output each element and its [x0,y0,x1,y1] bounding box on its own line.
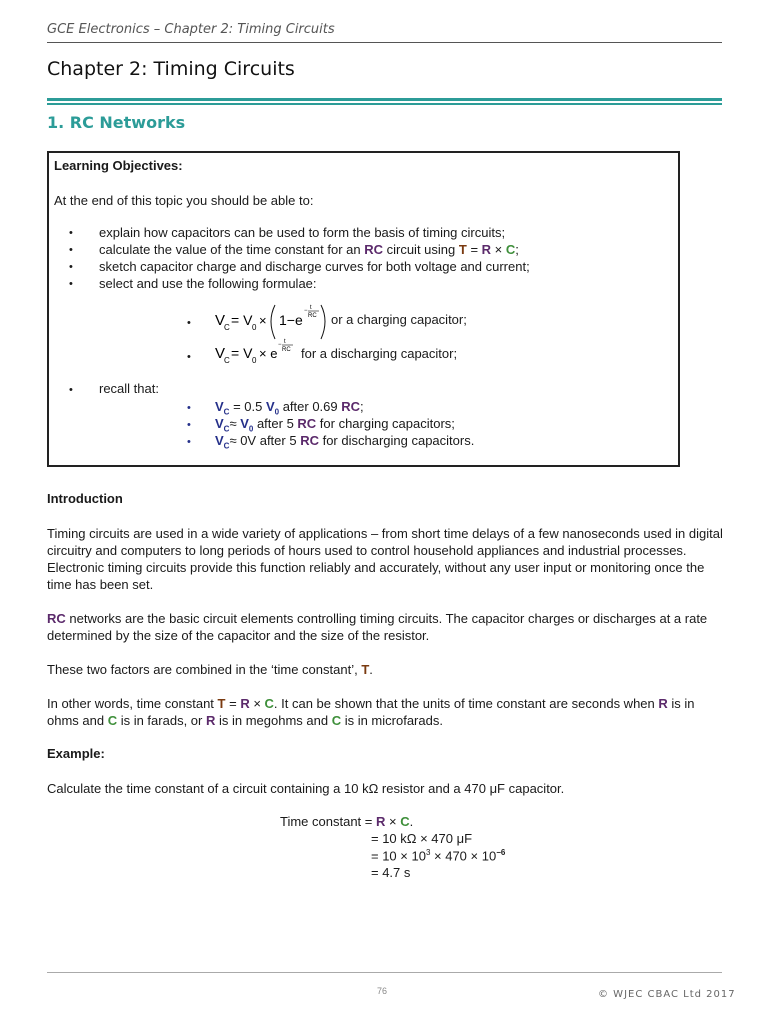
footer-rule [47,972,722,973]
svg-text:RC: RC [282,347,291,353]
objective-item: explain how capacitors can be used to form the basis of timing circuits; [99,225,506,240]
example-line-1: Time constant = R × C. [280,814,414,829]
svg-text:= V: = V [231,345,253,361]
recall-item: $V_C = 0.5$ $V_0$ after 0.69 RC; [215,399,364,417]
objective-item: calculate the value of the time constant for an RC circuit using T = R × C; [99,242,519,257]
bullet: • [187,419,191,431]
introduction-heading: Introduction [47,491,123,506]
formula-caption: or a charging capacitor; [331,312,467,327]
units-paragraph: In other words, time constant T = R × C. It can be shown that the units of time constant are seconds when R is in ohms and C is in farads, or R is in megohms and C is in microfarads. [47,696,695,728]
svg-text:= V: = V [231,312,253,328]
example-line-3: = $10 \times 10^3 \times 470 \times 10^{-6}$ [371,848,506,864]
objectives-heading: Learning Objectives: [54,158,183,173]
rc-paragraph: RC networks are the basic circuit elements controlling timing circuits. The capacitor charges or discharges at a rate determined by the size of the capacitor and the size of the resistor. [47,611,708,643]
svg-text:C: C [224,356,230,365]
recall-label: recall that: [99,381,159,396]
chapter-title: Chapter 2: Timing Circuits [47,58,295,80]
svg-text:0: 0 [252,323,257,332]
formula-caption: for a discharging capacitor; [301,346,458,361]
bullet: • [69,384,73,396]
example-question: Calculate the time constant of a circuit containing a 10 kΩ resistor and a 470 μF capacitor. [47,781,565,796]
bullet: • [69,244,73,256]
page-number: 76 [377,986,388,996]
objective-item: sketch capacitor charge and discharge curves for both voltage and current; [99,259,530,274]
bullet: • [69,227,73,239]
teal-rule-top [47,98,722,101]
example-line-4: = 4.7 s [371,865,411,880]
teal-rule-bottom [47,103,722,105]
svg-text:V: V [215,312,226,329]
example-line-2: = 10 kΩ × 470 μF [371,831,473,846]
objectives-intro: At the end of this topic you should be able to: [54,193,314,208]
svg-text:× e: × e [259,346,278,361]
svg-text:RC: RC [308,313,317,319]
example-heading: Example: [47,746,105,761]
bullet: • [187,351,191,363]
bullet: • [187,402,191,414]
svg-text:V: V [215,345,226,362]
objective-item: select and use the following formulae: [99,276,317,291]
svg-text:−: − [278,342,282,348]
bullet: • [69,278,73,290]
intro-paragraph: Timing circuits are used in a wide variety of applications – from short time delays of a few nanoseconds used in digital circuitry and computers to long periods of hours used to control household appliances and industrial processes. Electronic timing circuits provide this function reliably and accurately, without any user input or monitoring once the time has been set. [47,526,723,592]
bullet: • [69,261,73,273]
section-title: 1. RC Networks [47,113,186,132]
copyright: © WJEC CBAC Ltd 2017 [598,989,736,1000]
recall-item: $V_C\approx 0V$ after 5 RC for discharging capacitors. [215,433,475,451]
bullet: • [187,436,191,448]
svg-text:C: C [224,323,230,332]
svg-text:×: × [259,313,267,328]
svg-text:−: − [304,308,308,314]
svg-text:0: 0 [252,356,257,365]
svg-text:1−e: 1−e [279,312,303,328]
svg-text:t: t [284,339,286,345]
discharging-formula [209,336,309,370]
bullet: • [187,317,191,329]
running-header: GCE Electronics – Chapter 2: Timing Circuits [47,22,335,37]
learning-objectives-box [47,151,680,467]
time-constant-paragraph: These two factors are combined in the ‘time constant’, T. [47,662,373,677]
recall-item: $V_C\approx V_0$ after 5 RC for charging capacitors; [215,416,455,434]
header-rule [47,42,722,43]
svg-text:t: t [310,305,312,311]
